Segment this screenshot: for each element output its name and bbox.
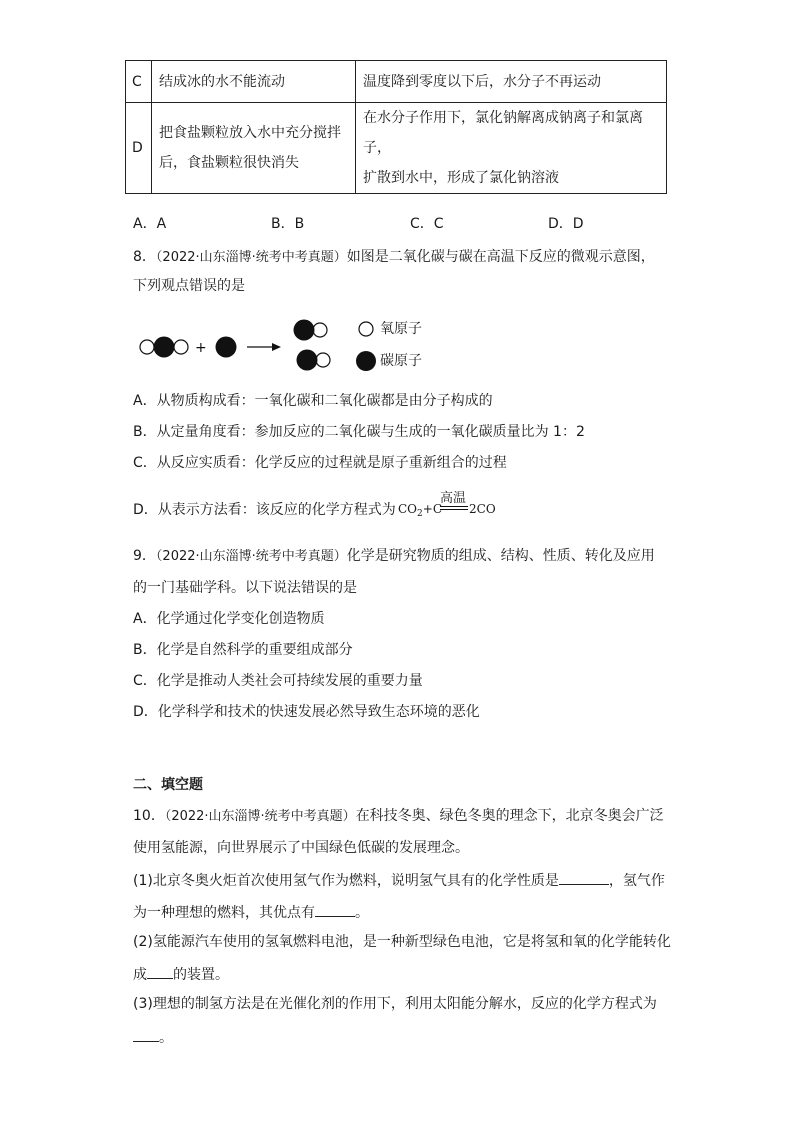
row-phenomenon: 把食盐颗粒放入水中充分搅拌 后，食盐颗粒很快消失 [152,103,356,194]
q10-stem-cont: 使用氢能源，向世界展示了中国绿色低碳的发展理念。 [133,840,469,856]
q9-option-b: B．化学是自然科学的重要组成部分 [133,642,353,658]
eq-line-top [440,506,468,507]
q10-stem: 10．（2022·山东淄博·统考中考真题）在科技冬奥、绿色冬奥的理念下，北京冬奥会广泛 [133,808,664,824]
co-molecule [297,350,331,371]
eq-products: 2CO [469,502,496,516]
q8-option-d: D．从表示方法看：该反应的化学方程式为 [133,502,396,518]
q7-option-a: A．A [133,216,167,232]
q8-option-a: A．从物质构成看：一氧化碳和二氧化碳都是由分子构成的 [133,393,493,409]
carbon-atom [216,337,237,358]
q10-source: （2022·山东淄博·统考中考真题） [164,809,356,824]
q9-stem-cont: 的一门基础学科。以下说法错误的是 [133,580,357,596]
eq-line-bottom [440,509,468,510]
carbon-legend-icon [356,351,376,371]
q8-option-b: B．从定量角度看：参加反应的二氧化碳与生成的一氧化碳质量比为 1：2 [133,424,585,440]
plus-sign: + [195,340,207,356]
row-explanation: 温度降到零度以下后，水分子不再运动 [356,61,667,103]
co2-molecule [140,337,188,358]
arrow [247,343,281,351]
answer-blank[interactable] [147,963,173,979]
row-key: D [126,103,152,194]
row-phenomenon: 结成冰的水不能流动 [152,61,356,103]
q10-part3: (3)理想的制氢方法是在光催化剂的作用下，利用太阳能分解水，反应的化学方程式为 [133,996,657,1012]
answer-blank[interactable] [559,869,609,885]
q9-option-d: D．化学科学和技术的快速发展必然导致生态环境的恶化 [133,704,480,720]
q9-option-c: C．化学是推动人类社会可持续发展的重要力量 [133,673,423,689]
q8-option-c: C．从反应实质看：化学反应的过程就是原子重新组合的过程 [133,455,507,471]
q9-stem: 9．（2022·山东淄博·统考中考真题）化学是研究物质的组成、结构、性质、转化及应用 [133,548,655,564]
legend-carbon-label: 碳原子 [380,353,422,369]
q10-part1: (1)北京冬奥火炬首次使用氢气作为燃料，说明氢气具有的化学性质是 ，氢气作 [133,869,665,891]
q8-stem-cont: 下列观点错误的是 [133,278,245,294]
table-row [126,61,667,103]
table-row [126,103,667,194]
q10-number: 10． [133,808,165,824]
q10-part2-cont: 成 的装置。 [133,963,229,985]
q10-part2: (2)氢能源汽车使用的氢氧燃料电池，是一种新型绿色电池，它是将氢和氧的化学能转化 [133,934,671,950]
row-key: C [126,61,152,103]
row-explanation: 在水分子作用下，氯化钠解离成钠离子和氯离子， 扩散到水中，形成了氯化钠溶液 [356,103,667,194]
q10-part1-cont: 为一种理想的燃料，其优点有 。 [133,901,369,923]
q10-part3-cont: 。 [133,1026,173,1048]
q9-number: 9． [133,548,156,564]
q7-option-c: C．C [410,216,444,232]
answer-blank[interactable] [133,1026,159,1042]
q8-source: （2022·山东淄博·统考中考真题） [155,250,347,265]
q9-source: （2022·山东淄博·统考中考真题） [155,549,347,564]
oxygen-legend-icon [359,322,373,336]
legend-oxygen-label: 氧原子 [380,321,422,337]
section-heading: 二、填空题 [133,777,203,793]
q7-option-d: D．D [548,216,584,232]
eq-reactants: $CO_2+C$ [398,502,443,519]
answer-blank[interactable] [315,901,355,917]
q8-number: 8． [133,249,156,265]
q9-option-a: A．化学通过化学变化创造物质 [133,611,325,627]
options-table [125,60,667,194]
q7-option-b: B．B [271,216,305,232]
chemical-equation [398,488,508,522]
eq-condition: 高温 [440,491,467,506]
q8-stem: 8．（2022·山东淄博·统考中考真题）如图是二氧化碳与碳在高温下反应的微观示意图， [133,249,655,265]
co-molecule [294,320,328,341]
